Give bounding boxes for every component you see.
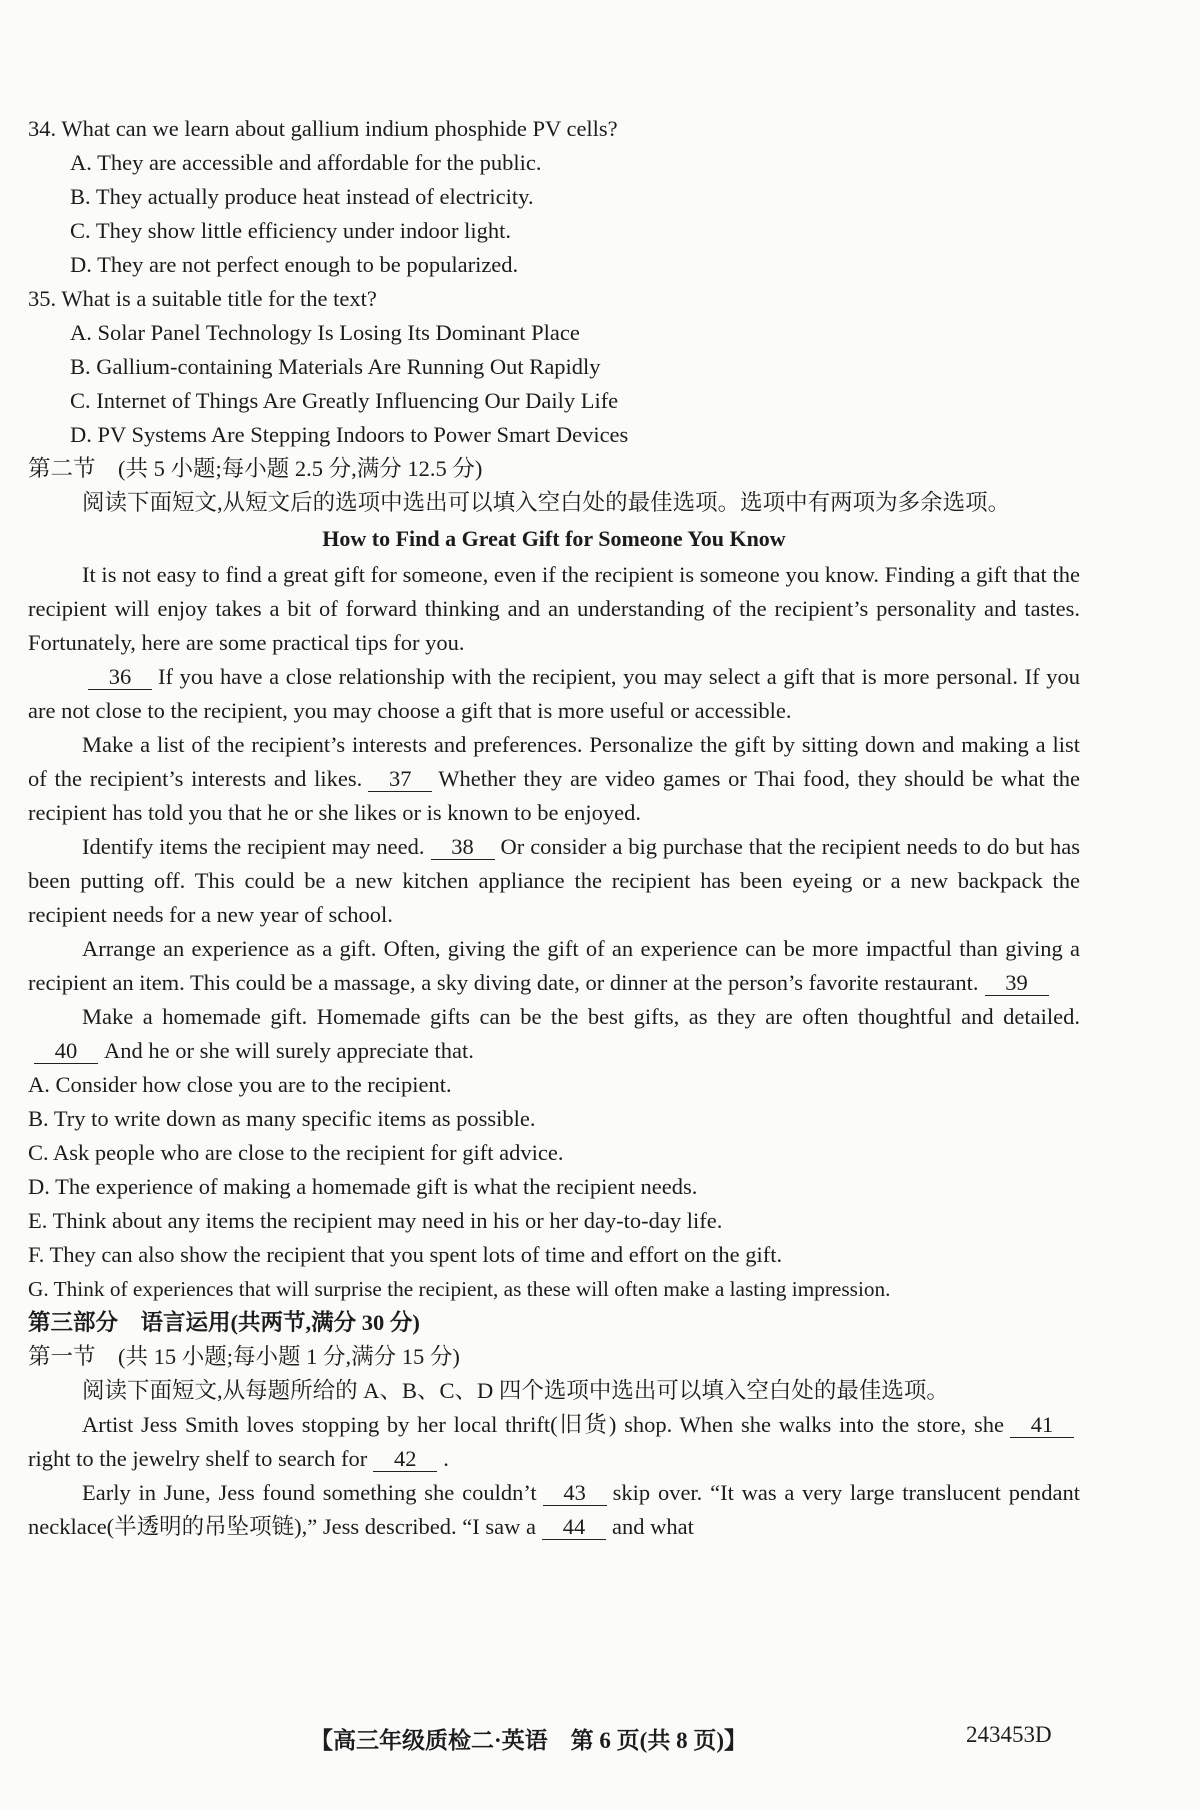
section2-heading: 第二节 (共 5 小题;每小题 2.5 分,满分 12.5 分) <box>28 456 483 481</box>
passage-paragraph-4: Identify items the recipient may need. 38 Or consider a big purchase that the recipient needs to do but has been putting off. This could be a new kitchen appliance the recipient has been eyeing or a new backpack the recipient needs for a new year of school. <box>28 834 1080 927</box>
part3-section1-heading: 第一节 (共 15 小题;每小题 1 分,满分 15 分) <box>28 1344 460 1369</box>
part3-heading: 第三部分 语言运用(共两节,满分 30 分) <box>28 1310 420 1335</box>
cloze-paragraph-1: Artist Jess Smith loves stopping by her local thrift(旧货) shop. When she walks into the store, she 41right to the jewelry shelf to search for 42 . <box>28 1408 1080 1476</box>
option-a: A. Consider how close you are to the recipient. <box>28 1072 452 1097</box>
passage-paragraph-3: Make a list of the recipient’s interests and preferences. Personalize the gift by sitting down and making a list of the recipient’s interests and likes. 37 Whether they are video games or Thai food, they should be what the recipient has told you that he or she likes or is known to be enjoyed. <box>28 732 1080 825</box>
passage-paragraph-5: Arrange an experience as a gift. Often, giving the gift of an experience can be more impactful than giving a recipient an item. This could be a massage, a sky diving date, or dinner at the person’s favorite restaurant. 39 <box>28 936 1080 995</box>
section2-instruction: 阅读下面短文,从短文后的选项中选出可以填入空白处的最佳选项。选项中有两项为多余选项。 <box>82 490 1011 515</box>
blank-36: 36 <box>88 665 152 690</box>
passage-title: How to Find a Great Gift for Someone You Know <box>322 526 786 551</box>
blank-42: 42 <box>373 1447 437 1472</box>
page-content <box>28 112 1080 1544</box>
question-34 <box>28 112 1080 282</box>
option-d: D. They are not perfect enough to be popularized. <box>70 252 519 277</box>
blank-44: 44 <box>542 1515 606 1540</box>
passage-paragraph-2: 36 If you have a close relationship with the recipient, you may select a gift that is more personal. If you are not close to the recipient, you may choose a gift that is more useful or accessible. <box>28 664 1080 723</box>
blank-41: 41 <box>1010 1413 1074 1438</box>
passage-paragraph-6: Make a homemade gift. Homemade gifts can be the best gifts, as they are often thoughtful and detailed.40 And he or she will surely appreciate that. <box>28 1000 1080 1068</box>
option-d: D. PV Systems Are Stepping Indoors to Power Smart Devices <box>70 422 629 447</box>
option-f: F. They can also show the recipient that you spent lots of time and effort on the gift. <box>28 1242 783 1267</box>
option-a: A. Solar Panel Technology Is Losing Its Dominant Place <box>70 320 580 345</box>
blank-37: 37 <box>368 767 432 792</box>
blank-40: 40 <box>34 1039 98 1064</box>
question-stem: 34. What can we learn about gallium indium phosphide PV cells? <box>28 116 618 141</box>
option-c: C. Ask people who are close to the recipient for gift advice. <box>28 1140 564 1165</box>
option-b: B. Gallium-containing Materials Are Running Out Rapidly <box>70 354 601 379</box>
passage-paragraph-1: It is not easy to find a great gift for someone, even if the recipient is someone you know. Finding a gift that the recipient will enjoy takes a bit of forward thinking and an understanding of the recipient’s personality and tastes. Fortunately, here are some practical tips for you. <box>28 562 1080 655</box>
option-g: G. Think of experiences that will surprise the recipient, as these will often make a lasting impression. <box>28 1277 891 1301</box>
blank-43: 43 <box>543 1481 607 1506</box>
option-b: B. Try to write down as many specific items as possible. <box>28 1106 536 1131</box>
question-stem: 35. What is a suitable title for the text? <box>28 286 377 311</box>
option-b: B. They actually produce heat instead of electricity. <box>70 184 534 209</box>
section2-options <box>28 1068 1080 1306</box>
footer-page-info: 【高三年级质检二·英语 第 6 页(共 8 页)】 <box>310 1728 747 1753</box>
cloze-paragraph-2: Early in June, Jess found something she couldn’t 43 skip over. “It was a very large translucent pendant necklace(半透明的吊坠项链),” Jess described. “I saw a 44 and what <box>28 1480 1080 1539</box>
option-c: C. Internet of Things Are Greatly Influencing Our Daily Life <box>70 388 619 413</box>
blank-39: 39 <box>985 971 1049 996</box>
option-a: A. They are accessible and affordable for the public. <box>70 150 542 175</box>
option-d: D. The experience of making a homemade gift is what the recipient needs. <box>28 1174 698 1199</box>
blank-38: 38 <box>431 835 495 860</box>
part3-instruction: 阅读下面短文,从每题所给的 A、B、C、D 四个选项中选出可以填入空白处的最佳选项。 <box>82 1378 949 1403</box>
option-c: C. They show little efficiency under indoor light. <box>70 218 511 243</box>
option-e: E. Think about any items the recipient may need in his or her day-to-day life. <box>28 1208 723 1233</box>
footer-code: 243453D <box>966 1722 1052 1747</box>
question-35 <box>28 282 1080 452</box>
